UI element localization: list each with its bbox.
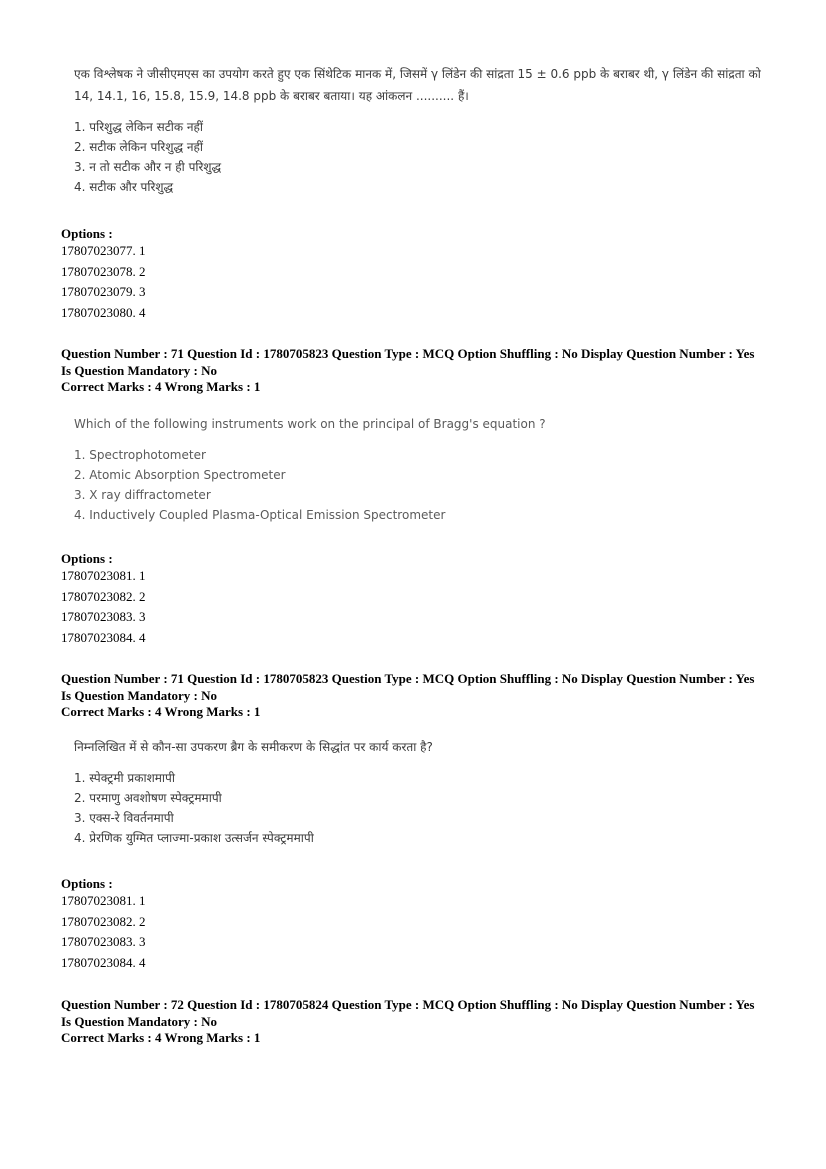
choice-item: 2. सटीक लेकिन परिशुद्ध नहीं <box>74 140 204 154</box>
mandatory-line: Is Question Mandatory : No <box>61 1013 218 1029</box>
choice-list <box>74 445 764 525</box>
option-item: 17807023080. 4 <box>61 305 146 321</box>
option-item: 17807023083. 3 <box>61 609 146 625</box>
options-label: Options : <box>61 551 113 566</box>
choice-item: 3. न तो सटीक और न ही परिशुद्ध <box>74 160 222 174</box>
options-list <box>61 566 146 649</box>
options-label: Options : <box>61 876 113 891</box>
option-item: 17807023084. 4 <box>61 955 146 971</box>
question-image-hindi-1 <box>74 63 764 197</box>
marks-line: Correct Marks : 4 Wrong Marks : 1 <box>61 1030 261 1045</box>
choice-item: 2. Atomic Absorption Spectrometer <box>74 468 286 482</box>
choice-item: 3. एक्स-रे विवर्तनमापी <box>74 811 174 825</box>
marks-line: Correct Marks : 4 Wrong Marks : 1 <box>61 704 261 719</box>
choice-item: 1. Spectrophotometer <box>74 448 206 462</box>
mandatory-line: Is Question Mandatory : No <box>61 687 218 703</box>
option-item: 17807023078. 2 <box>61 263 146 279</box>
choice-item: 1. स्पेक्ट्रमी प्रकाशमापी <box>74 771 175 785</box>
question-image-hindi-2 <box>74 736 764 848</box>
question-meta <box>61 997 781 1047</box>
question-image-english <box>74 413 764 525</box>
option-item: 17807023083. 3 <box>61 934 146 950</box>
question-text: निम्नलिखित में से कौन-सा उपकरण ब्रैग के समीकरण के सिद्धांत पर कार्य करता है? <box>74 740 433 754</box>
mandatory-line: Is Question Mandatory : No <box>61 362 218 378</box>
option-item: 17807023082. 2 <box>61 913 146 929</box>
choice-item: 4. Inductively Coupled Plasma-Optical Emission Spectrometer <box>74 508 446 522</box>
option-item: 17807023081. 1 <box>61 568 146 583</box>
option-item: 17807023082. 2 <box>61 588 146 604</box>
options-label: Options : <box>61 226 113 241</box>
question-meta-line: Question Number : 71 Question Id : 1780705823 Question Type : MCQ Option Shuffling : No Display Question Number : Yes <box>61 671 755 686</box>
choice-item: 3. X ray diffractometer <box>74 488 211 502</box>
question-meta-line: Question Number : 72 Question Id : 1780705824 Question Type : MCQ Option Shuffling : No Display Question Number : Yes <box>61 997 755 1012</box>
option-item: 17807023084. 4 <box>61 630 146 646</box>
question-text: एक विश्लेषक ने जीसीएमएस का उपयोग करते हुए एक सिंथेटिक मानक में, जिसमें γ लिंडेन की सांद्रता 15 ± 0.6 ppb के बराबर थी, γ लिंडेन की सांद्रता को 14, 14.1, 16, 15.8, 15.9, 14.8 ppb के बराबर बताया। यह आंकलन .......... हैं। <box>74 67 761 103</box>
choice-item: 4. सटीक और परिशुद्ध <box>74 180 174 194</box>
marks-line: Correct Marks : 4 Wrong Marks : 1 <box>61 379 261 394</box>
question-meta <box>61 346 781 396</box>
option-item: 17807023079. 3 <box>61 284 146 300</box>
choice-item: 4. प्रेरणिक युग्मित प्लाज्मा-प्रकाश उत्सर्जन स्पेक्ट्रममापी <box>74 831 314 845</box>
options-list <box>61 241 146 324</box>
choice-list <box>74 768 764 848</box>
question-meta-line: Question Number : 71 Question Id : 1780705823 Question Type : MCQ Option Shuffling : No Display Question Number : Yes <box>61 346 755 361</box>
option-item: 17807023081. 1 <box>61 893 146 908</box>
choice-item: 2. परमाणु अवशोषण स्पेक्ट्रममापी <box>74 791 222 805</box>
choice-item: 1. परिशुद्ध लेकिन सटीक नहीं <box>74 120 204 134</box>
option-item: 17807023077. 1 <box>61 243 146 258</box>
question-meta <box>61 671 781 721</box>
choice-list <box>74 117 764 197</box>
question-text: Which of the following instruments work on the principal of Bragg's equation ? <box>74 417 546 431</box>
options-list <box>61 891 146 974</box>
